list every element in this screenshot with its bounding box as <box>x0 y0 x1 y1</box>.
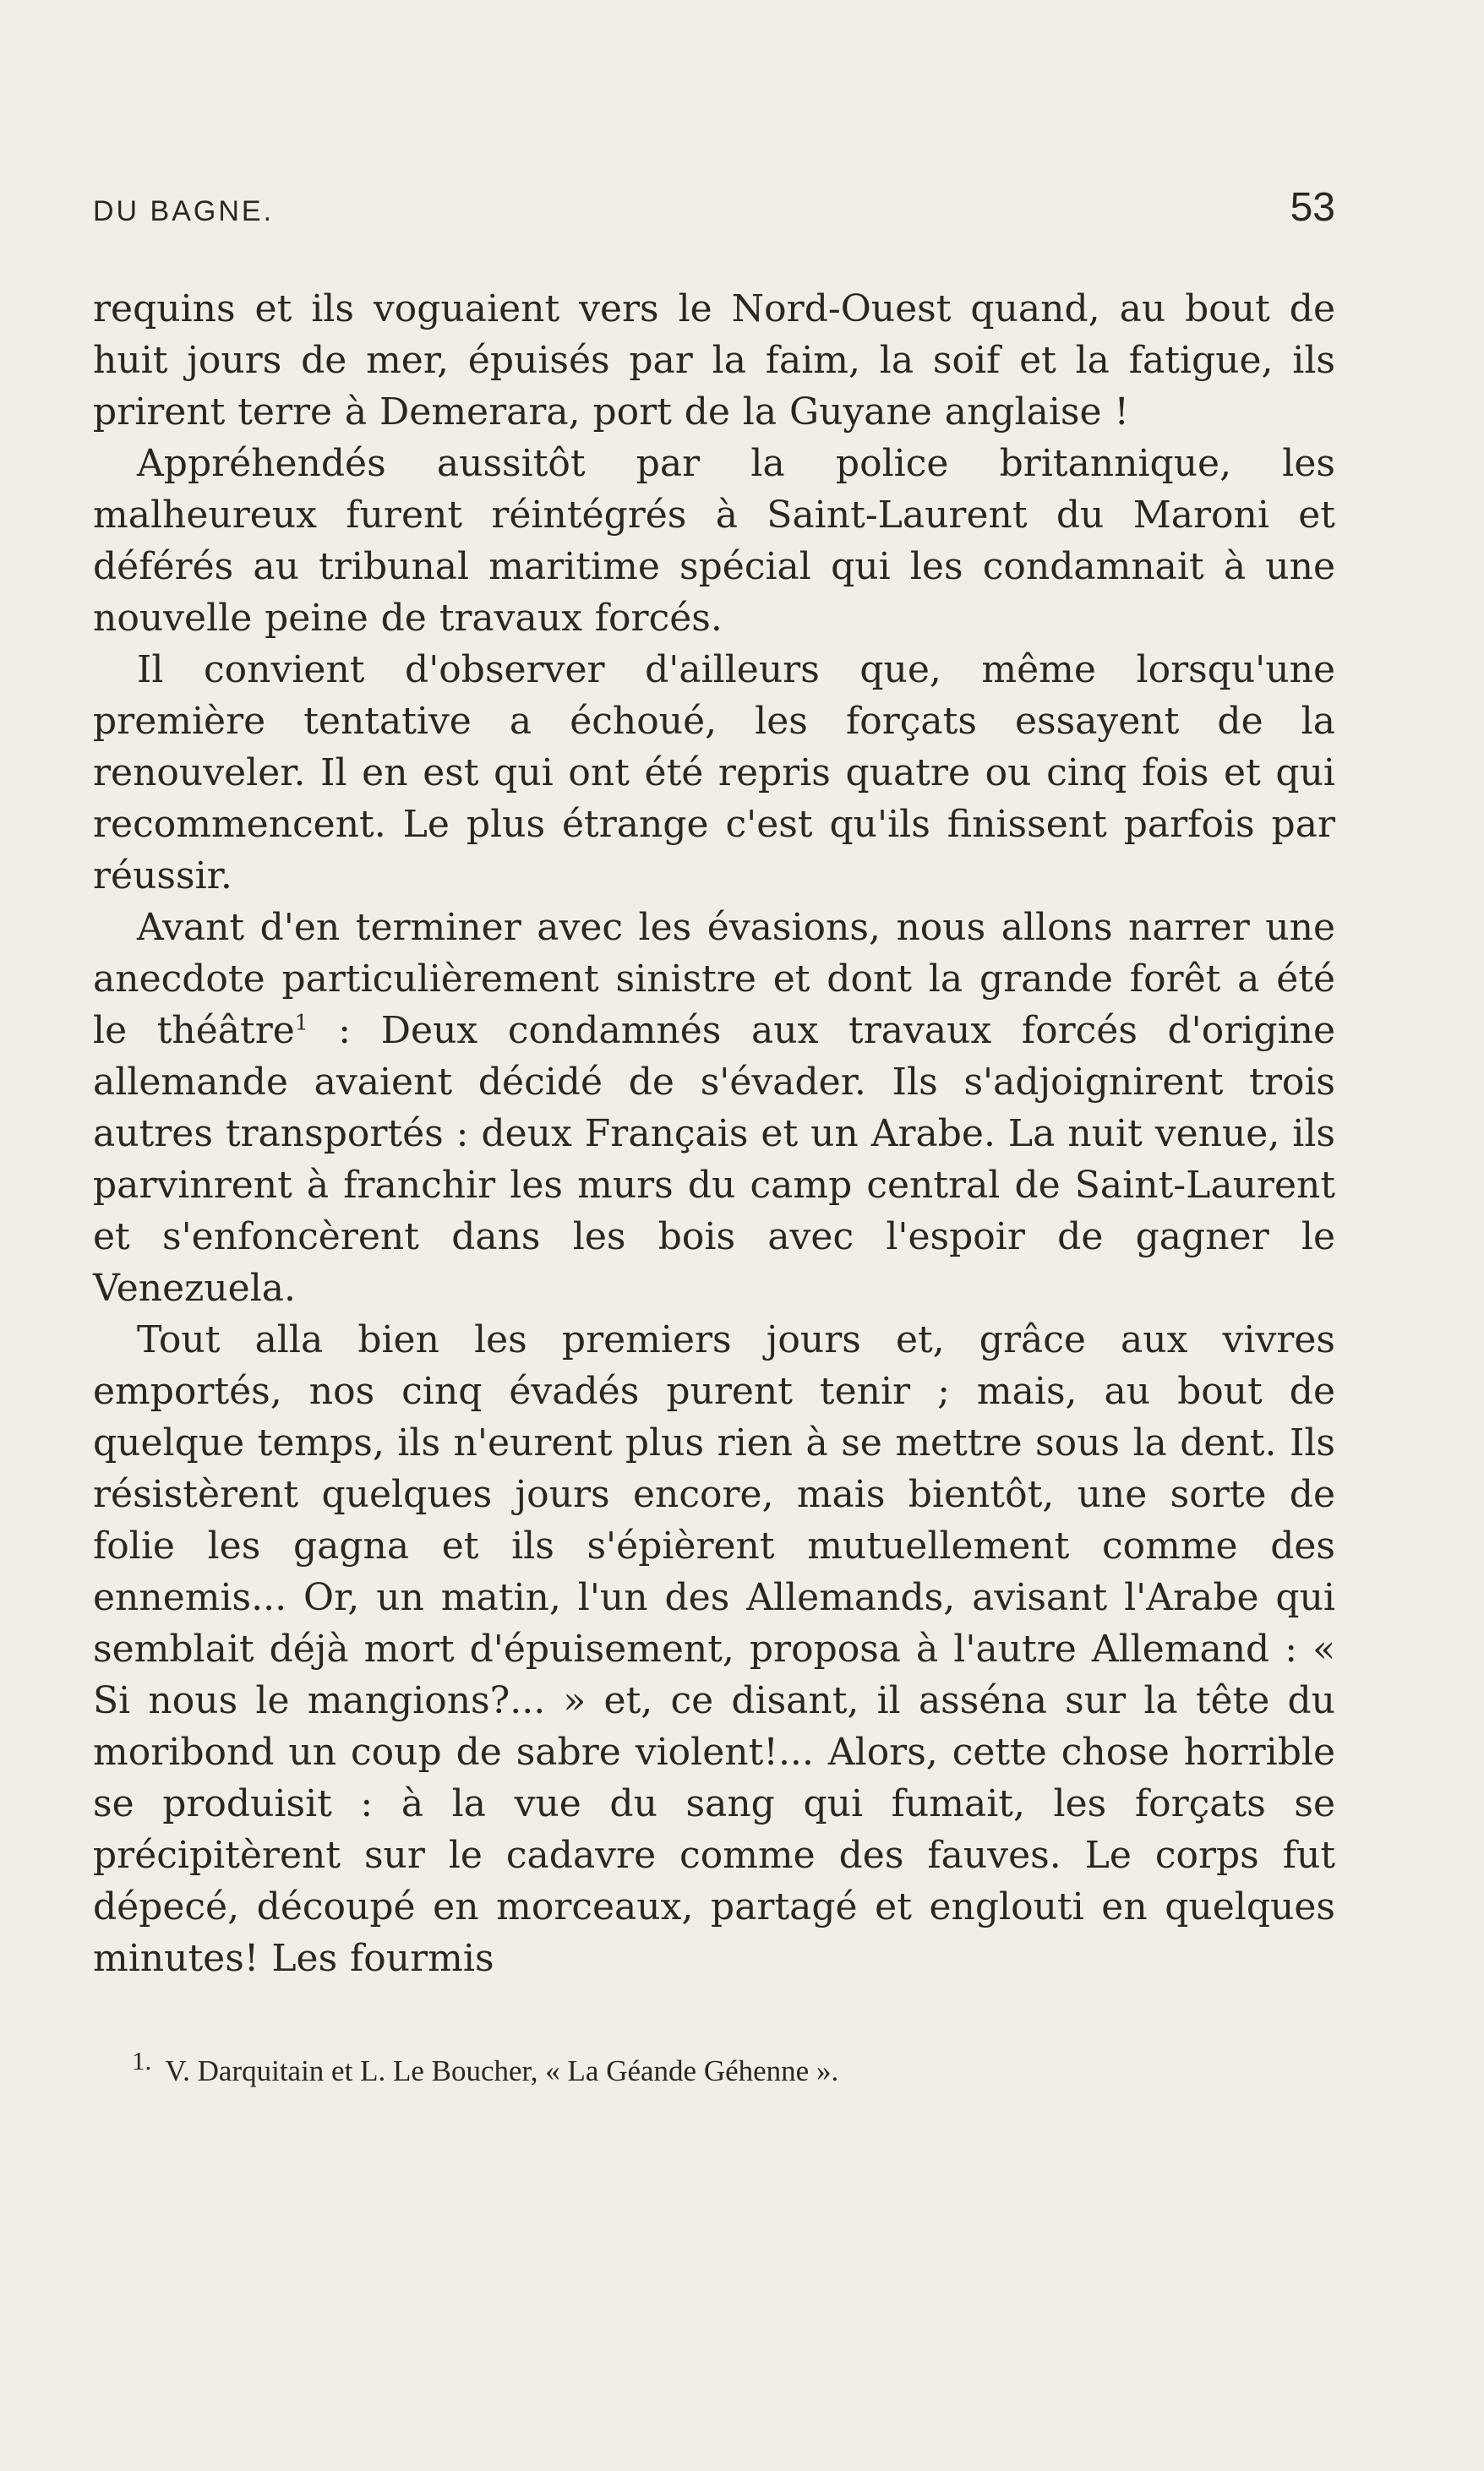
main-text <box>93 283 1335 1984</box>
footnote-reference: 1 <box>294 1010 308 1035</box>
paragraph-4-after-reference: : Deux condamnés aux travaux forcés d'origine allemande avaient décidé de s'évader. Ils s'adjoignirent trois autres transportés : deux Français et un Arabe. La nuit venue, ils parvinrent à franchir les murs du camp central de Saint-Laurent et s'enfoncèrent dans les bois avec l'espoir de gagner le Venezuela. <box>93 1009 1335 1310</box>
paragraph-4-before-reference: Avant d'en terminer avec les évasions, nous allons narrer une anecdote particulièrement sinistre et dont la grande forêt a été le théâtre <box>93 906 1335 1052</box>
footnote-marker: 1. <box>132 2046 152 2076</box>
paragraph-2: Appréhendés aussitôt par la police britannique, les malheureux furent réintégrés à Saint-Laurent du Maroni et déférés au tribunal maritime spécial qui les condamnait à une nouvelle peine de travaux forcés. <box>93 442 1335 640</box>
running-head: DU BAGNE. <box>93 195 275 227</box>
footnote <box>132 2046 1335 2091</box>
paragraph-1: requins et ils voguaient vers le Nord-Ouest quand, au bout de huit jours de mer, épuisés par la faim, la soif et la fatigue, ils prirent terre à Demerara, port de la Guyane anglaise ! <box>93 287 1335 434</box>
paragraph-3: Il convient d'observer d'ailleurs que, même lorsqu'une première tentative a échoué, les forçats essayent de la renouveler. Il en est qui ont été repris quatre ou cinq fois et qui recommencent. Le plus étrange c'est qu'ils finissent parfois par réussir. <box>93 648 1335 897</box>
book-page <box>93 184 1335 2091</box>
page-header <box>93 184 1335 231</box>
paragraph-4 <box>93 902 1335 1314</box>
page-number: 53 <box>1290 185 1335 230</box>
footnote-text: V. Darquitain et L. Le Boucher, « La Géande Géhenne ». <box>165 2054 839 2087</box>
paragraph-5: Tout alla bien les premiers jours et, grâce aux vivres emportés, nos cinq évadés purent tenir ; mais, au bout de quelque temps, ils n'eurent plus rien à se mettre sous la dent. Ils résistèrent quelques jours encore, mais bientôt, une sorte de folie les gagna et ils s'épièrent mutuellement comme des ennemis... Or, un matin, l'un des Allemands, avisant l'Arabe qui semblait déjà mort d'épuisement, proposa à l'autre Allemand : « Si nous le mangions?... » et, ce disant, il asséna sur la tête du moribond un coup de sabre violent!... Alors, cette chose horrible se produisit : à la vue du sang qui fumait, les forçats se précipitèrent sur le cadavre comme des fauves. Le corps fut dépecé, découpé en morceaux, partagé et englouti en quelques minutes! Les fourmis <box>93 1318 1335 1980</box>
